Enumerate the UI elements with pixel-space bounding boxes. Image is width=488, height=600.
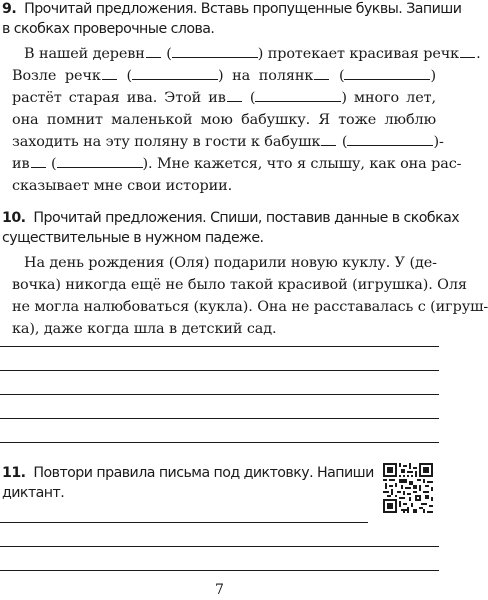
task-9-line: Возле речк ( ) на полянк ( ) (12, 68, 436, 84)
check-word-blank[interactable] (347, 134, 433, 146)
task-11-heading-line1: Повтори правила письма под диктовку. Напиши (33, 465, 374, 481)
task-9-line: ив ( ). Мне кажется, что я слышу, как она рас- (12, 156, 462, 172)
task-10-line: не могла налюбоваться (кукла). Она не расставалась с (игруш- (12, 299, 488, 315)
qr-code[interactable] (383, 463, 433, 513)
task-10-number: 10. (2, 210, 26, 226)
task-11-heading (2, 462, 374, 484)
task-11-number: 11. (2, 465, 26, 481)
task-11-heading-line2: диктант. (2, 485, 65, 501)
task-9-line: заходить на эту поляну в гости к бабушк ( )- (12, 134, 444, 150)
task-10-heading-line2: существительные в нужном падеже. (2, 230, 264, 246)
writing-line[interactable] (0, 546, 439, 547)
writing-line[interactable] (0, 418, 439, 419)
task-9-heading-line2: в скобках проверочные слова. (2, 21, 215, 37)
writing-line[interactable] (0, 346, 439, 347)
task-9-text (12, 43, 481, 197)
check-word-blank[interactable] (57, 156, 143, 168)
check-word-blank[interactable] (172, 46, 258, 58)
task-9-heading-cont (2, 18, 214, 40)
letter-blank[interactable] (321, 134, 336, 146)
check-word-blank[interactable] (344, 68, 430, 80)
task-10-heading-cont (2, 227, 264, 249)
letter-blank[interactable] (314, 68, 329, 80)
task-9-line: сказывает мне свои истории. (12, 178, 233, 194)
check-word-blank[interactable] (255, 90, 341, 102)
task-9-line: В нашей деревн ( ) протекает красивая речк . (24, 46, 481, 62)
task-10-heading-line1: Прочитай предложения. Спиши, поставив данные в скобках (33, 210, 460, 226)
check-word-blank[interactable] (132, 68, 218, 80)
letter-blank[interactable] (31, 156, 46, 168)
task-11-heading-cont (2, 482, 64, 504)
letter-blank[interactable] (460, 46, 475, 58)
letter-blank[interactable] (146, 46, 161, 58)
letter-blank[interactable] (102, 68, 117, 80)
writing-line[interactable] (0, 442, 439, 443)
task-10-heading (2, 207, 459, 229)
page-number: 7 (215, 582, 224, 598)
task-10-line: вочка) никогда ещё не было такой красивой (игрушка). Оля (12, 277, 467, 293)
task-10-line: На день рождения (Оля) подарили новую куклу. У (де- (24, 255, 437, 271)
task-9-line: растёт старая ива. Этой ив ( ) много лет, (12, 90, 436, 106)
writing-line[interactable] (0, 370, 439, 371)
task-9-number: 9. (2, 1, 17, 17)
task-10-text (12, 252, 488, 340)
writing-line[interactable] (0, 522, 368, 523)
task-10-line: ка), даже когда шла в детский сад. (12, 321, 277, 337)
task-9-line: она помнит маленькой мою бабушку. Я тоже люблю (12, 112, 436, 128)
writing-line[interactable] (0, 394, 439, 395)
task-9-heading (2, 0, 461, 20)
letter-blank[interactable] (227, 90, 242, 102)
writing-line[interactable] (0, 570, 439, 571)
task-9-heading-line1: Прочитай предложения. Вставь пропущенные буквы. Запиши (24, 1, 462, 17)
